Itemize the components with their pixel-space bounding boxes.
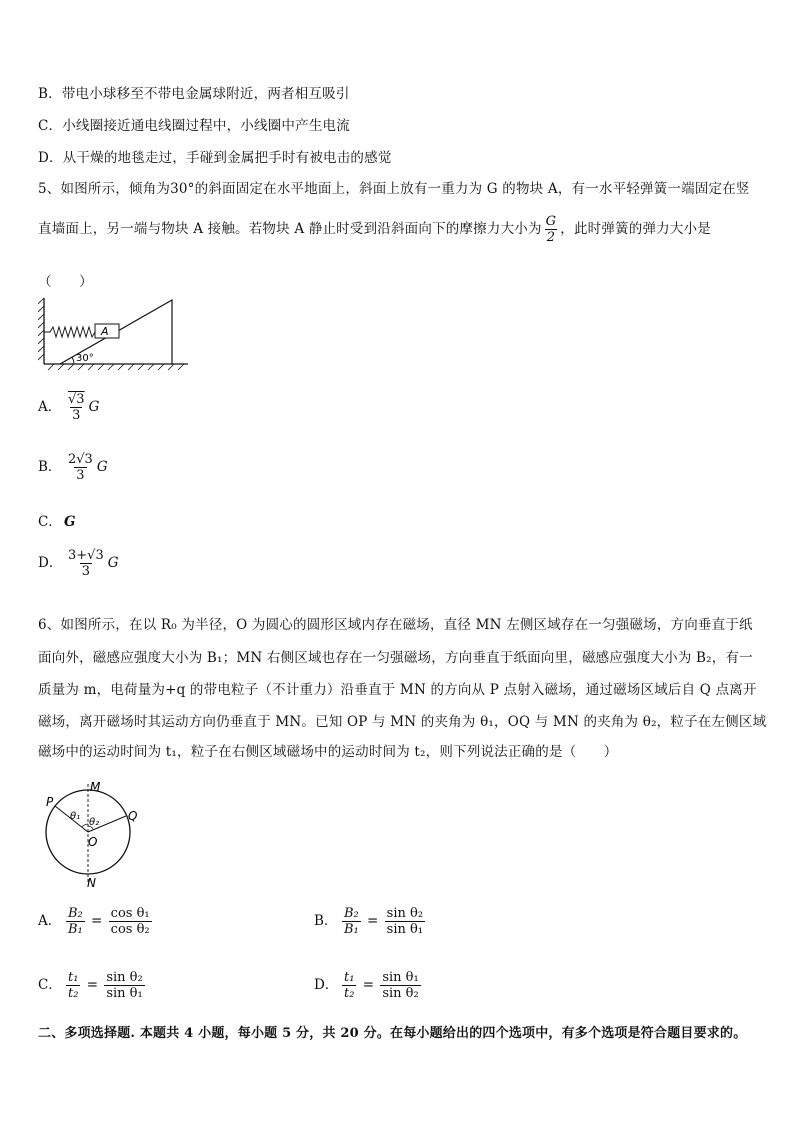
- q6-label-m: M: [90, 780, 101, 794]
- q5-paren: （ ）: [38, 274, 93, 290]
- q6-option-b: B． $\frac{\text{B₂}}{\text{B₁}}$ = $\frac{\text{sin θ₂}}{\text{sin θ₁}}$: [314, 906, 424, 937]
- q5-option-b: B． $\frac{2√3}{3}$ G: [38, 452, 108, 483]
- q6-text-line5: 磁场中的运动时间为 t₁，粒子在右侧区域磁场中的运动时间为 t₂，则下列说法正确的是（ ）: [38, 744, 618, 760]
- q6-label-p: P: [46, 795, 54, 809]
- q6-option-c: C． $\frac{\text{t₁}}{\text{t₂}}$ = $\frac{\text{sin θ₂}}{\text{sin θ₁}}$: [38, 970, 143, 1001]
- option-d-prev: D．从干燥的地毯走过，手碰到金属把手时有被电击的感觉: [38, 150, 392, 166]
- q5-block-label: A: [101, 325, 109, 338]
- q6-text-line4: 磁场，离开磁场时其运动方向仍垂直于 MN。已知 OP 与 MN 的夹角为 θ₁，OQ 与 MN 的夹角为 θ₂，粒子在左侧区域: [38, 714, 767, 730]
- q6-circle-figure: [38, 776, 148, 890]
- q6-label-o: O: [88, 835, 98, 849]
- q5-option-c: C． G: [38, 514, 76, 530]
- q5-option-d: D． $\frac{3+√3}{3}$ G: [38, 548, 119, 579]
- q6-label-theta1: θ₁: [70, 811, 81, 822]
- option-c-prev: C．小线圈接近通电线圈过程中，小线圈中产生电流: [38, 118, 350, 134]
- q5-angle-label: 30°: [76, 353, 94, 364]
- q6-option-a: A． $\frac{\text{B₂}}{\text{B₁}}$ = $\frac{\text{cos θ₁}}{\text{cos θ₂}}$: [38, 906, 150, 937]
- q6-text-line1: 6、如图所示，在以 R₀ 为半径，O 为圆心的圆形区域内存在磁场，直径 MN 左侧区域存在一匀强磁场，方向垂直于纸: [38, 617, 753, 633]
- q6-option-d: D． $\frac{\text{t₁}}{\text{t₂}}$ = $\frac{\text{sin θ₁}}{\text{sin θ₂}}$: [314, 970, 419, 1001]
- q5-option-a: A． $\frac{√3}{3}$ G: [38, 392, 100, 423]
- q6-label-n: N: [87, 876, 96, 890]
- q6-label-q: Q: [128, 809, 138, 823]
- section-2-heading: 二、多项选择题. 本题共 4 小题，每小题 5 分，共 20 分。在每小题给出的四个选项中，有多个选项是符合题目要求的。: [38, 1026, 747, 1041]
- q6-text-line3: 质量为 m，电荷量为+q 的带电粒子（不计重力）沿垂直于 MN 的方向从 P 点射入磁场，通过磁场区域后自 Q 点离开: [38, 682, 757, 698]
- q6-label-theta2: θ₂: [89, 817, 100, 828]
- q5-text-line1: 5、如图所示，倾角为30°的斜面固定在水平地面上，斜面上放有一重力为 G 的物块 A，有一水平轻弹簧一端固定在竖: [38, 181, 750, 197]
- q6-text-line2: 面向外，磁感应强度大小为 B₁；MN 右侧区域也存在一匀强磁场，方向垂直于纸面向里，磁感应强度大小为 B₂，有一: [38, 650, 753, 666]
- option-b-prev: B．带电小球移至不带电金属球附近，两者相互吸引: [38, 86, 350, 102]
- q5-fraction: $\frac{G}{2}$: [545, 214, 557, 245]
- q5-text-line2: 直墙面上，另一端与物块 A 接触。若物块 A 静止时受到沿斜面向下的摩擦力大小为 $\frac{G}{2}$ ，此时弹簧的弹力大小是: [38, 214, 711, 245]
- q5-incline-figure: [38, 296, 190, 372]
